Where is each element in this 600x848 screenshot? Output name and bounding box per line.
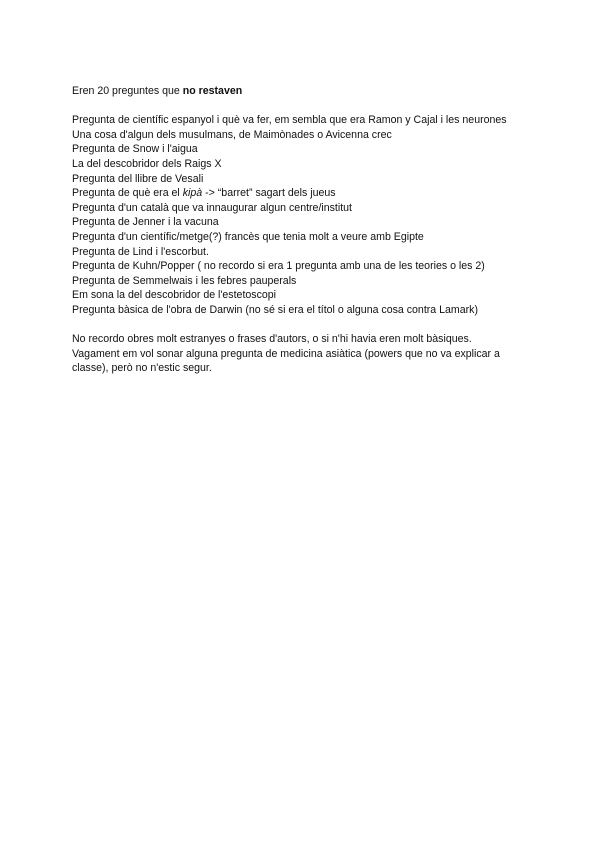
question-line: Pregunta de Semmelwais i les febres pauperals xyxy=(72,274,297,287)
question-text: Pregunta de què era el xyxy=(72,187,183,200)
question-line: Pregunta d'un científic/metge(?) francès que tenia molt a veure amb Egipte xyxy=(72,230,424,243)
question-line: Em sona la del descobridor de l'estetoscopi xyxy=(72,289,277,302)
intro-bold-text: no restaven xyxy=(182,85,243,97)
question-italic-text: kipà xyxy=(182,187,203,200)
closing-line: classe), però no n'estic segur. xyxy=(72,362,212,375)
question-list xyxy=(72,113,542,317)
closing-line: Vagament em vol sonar alguna pregunta de medicina asiàtica (powers que no va explicar a xyxy=(72,347,500,360)
intro-line xyxy=(72,84,542,99)
question-line xyxy=(72,186,542,201)
intro-text: Eren 20 preguntes que xyxy=(72,85,183,97)
question-line: La del descobridor dels Raigs X xyxy=(72,157,222,170)
question-line: Pregunta de científic espanyol i què va fer, em sembla que era Ramon y Cajal i les neurones xyxy=(72,114,507,127)
question-line: Pregunta de Kuhn/Popper ( no recordo si era 1 pregunta amb una de les teories o les 2) xyxy=(72,260,485,273)
closing-paragraph xyxy=(72,332,542,376)
question-line: Una cosa d'algun dels musulmans, de Maimònades o Avicenna crec xyxy=(72,128,392,141)
question-line: Pregunta d'un català que va innaugurar algun centre/institut xyxy=(72,201,353,214)
question-line: Pregunta bàsica de l'obra de Darwin (no sé si era el títol o alguna cosa contra Lamark) xyxy=(72,303,478,316)
paragraph-spacer xyxy=(72,318,542,333)
question-text: -> “barret” sagart dels jueus xyxy=(202,187,336,200)
question-line: Pregunta de Jenner i la vacuna xyxy=(72,216,219,229)
question-line: Pregunta de Lind i l'escorbut. xyxy=(72,245,209,258)
question-line: Pregunta del llibre de Vesali xyxy=(72,172,204,185)
question-line: Pregunta de Snow i l'aigua xyxy=(72,143,198,156)
closing-line: No recordo obres molt estranyes o frases d'autors, o si n'hi havia eren molt bàsiques. xyxy=(72,333,472,346)
document-body xyxy=(72,84,542,376)
